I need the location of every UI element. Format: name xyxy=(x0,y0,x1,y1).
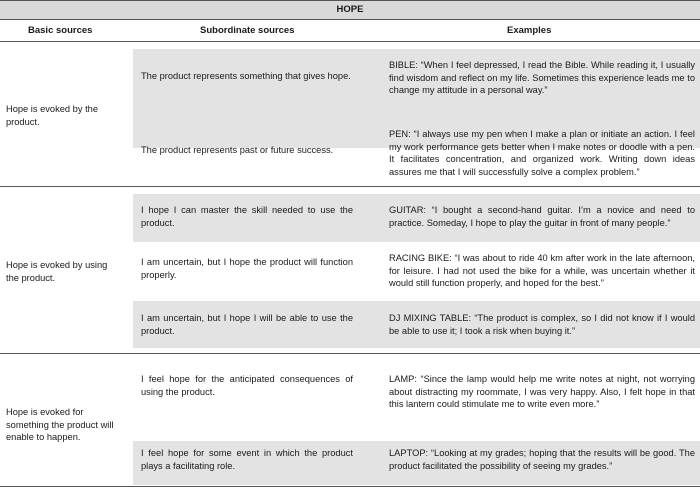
table-row xyxy=(133,194,700,242)
subordinate-source-cell: I am uncertain, but I hope the product will function properly. xyxy=(141,257,353,280)
table-title-row xyxy=(0,0,700,20)
example-cell: GUITAR: “I bought a second-hand guitar. I’m a novice and need to practice. Someday, I hope to play the guitar in front of many people.” xyxy=(389,205,695,228)
header-basic-sources: Basic sources xyxy=(28,25,93,36)
group-evoked-for-something xyxy=(0,353,700,486)
table-row xyxy=(133,439,700,485)
table-row xyxy=(133,299,700,348)
basic-source-cell: Hope is evoked for something the product will enable to happen. xyxy=(6,407,114,443)
basic-source-cell: Hope is evoked by using the product. xyxy=(6,260,108,283)
column-header-row xyxy=(0,20,700,42)
header-subordinate-sources: Subordinate sources xyxy=(200,25,295,36)
subordinate-source-cell: The product represents something that gives hope. xyxy=(141,71,351,81)
group-evoked-by-product xyxy=(0,42,700,186)
example-cell: BIBLE: “When I feel depressed, I read the Bible. While reading it, I usually find wisdom and reflect on my life. Sometimes this experience leads me to change my attitude in a personal way.” xyxy=(389,60,695,96)
table-row xyxy=(133,242,700,299)
subordinate-source-cell: I feel hope for the anticipated consequences of using the product. xyxy=(141,374,353,397)
example-cell: PEN: “I always use my pen when I make a plan or initiate an action. I feel my work performance gets better when I make notes or doodle with a pen. It facilitates concentration, and organized work. Writing down ideas assures me that I will successfully solve a complex problem.” xyxy=(389,129,695,177)
subordinate-source-cell: I hope I can master the skill needed to use the product. xyxy=(141,205,353,228)
basic-source-cell: Hope is evoked by the product. xyxy=(6,104,98,127)
group-evoked-by-using xyxy=(0,186,700,353)
table-row xyxy=(133,361,700,439)
example-cell: RACING BIKE: “I was about to ride 40 km after work in the late afternoon, for leisure. I had not used the bike for a while, was uncertain whether it would still function properly, and hoped for the best.” xyxy=(389,253,695,289)
header-examples: Examples xyxy=(507,25,552,36)
example-cell: DJ MIXING TABLE: “The product is complex, so I did not know if I would be able to use it; I took a risk when buying it.” xyxy=(389,313,695,336)
subordinate-source-cell: I feel hope for some event in which the product plays a facilitating role. xyxy=(141,448,353,471)
table-bottom-rule xyxy=(0,486,700,487)
subordinate-source-cell: I am uncertain, but I hope I will be able to use the product. xyxy=(141,313,353,336)
example-cell: LAPTOP: “Looking at my grades; hoping that the results will be good. The product facilitated the possibility of seeing my grades.” xyxy=(389,448,695,471)
table-row xyxy=(133,129,700,186)
subordinate-source-cell: The product represents past or future success. xyxy=(141,145,334,155)
table-title: HOPE xyxy=(336,3,364,15)
example-cell: LAMP: “Since the lamp would help me write notes at night, not worrying about distracting my roommate, I was very happy. Also, I felt hope in that this lantern could stimulate me to write even more.” xyxy=(389,374,695,410)
